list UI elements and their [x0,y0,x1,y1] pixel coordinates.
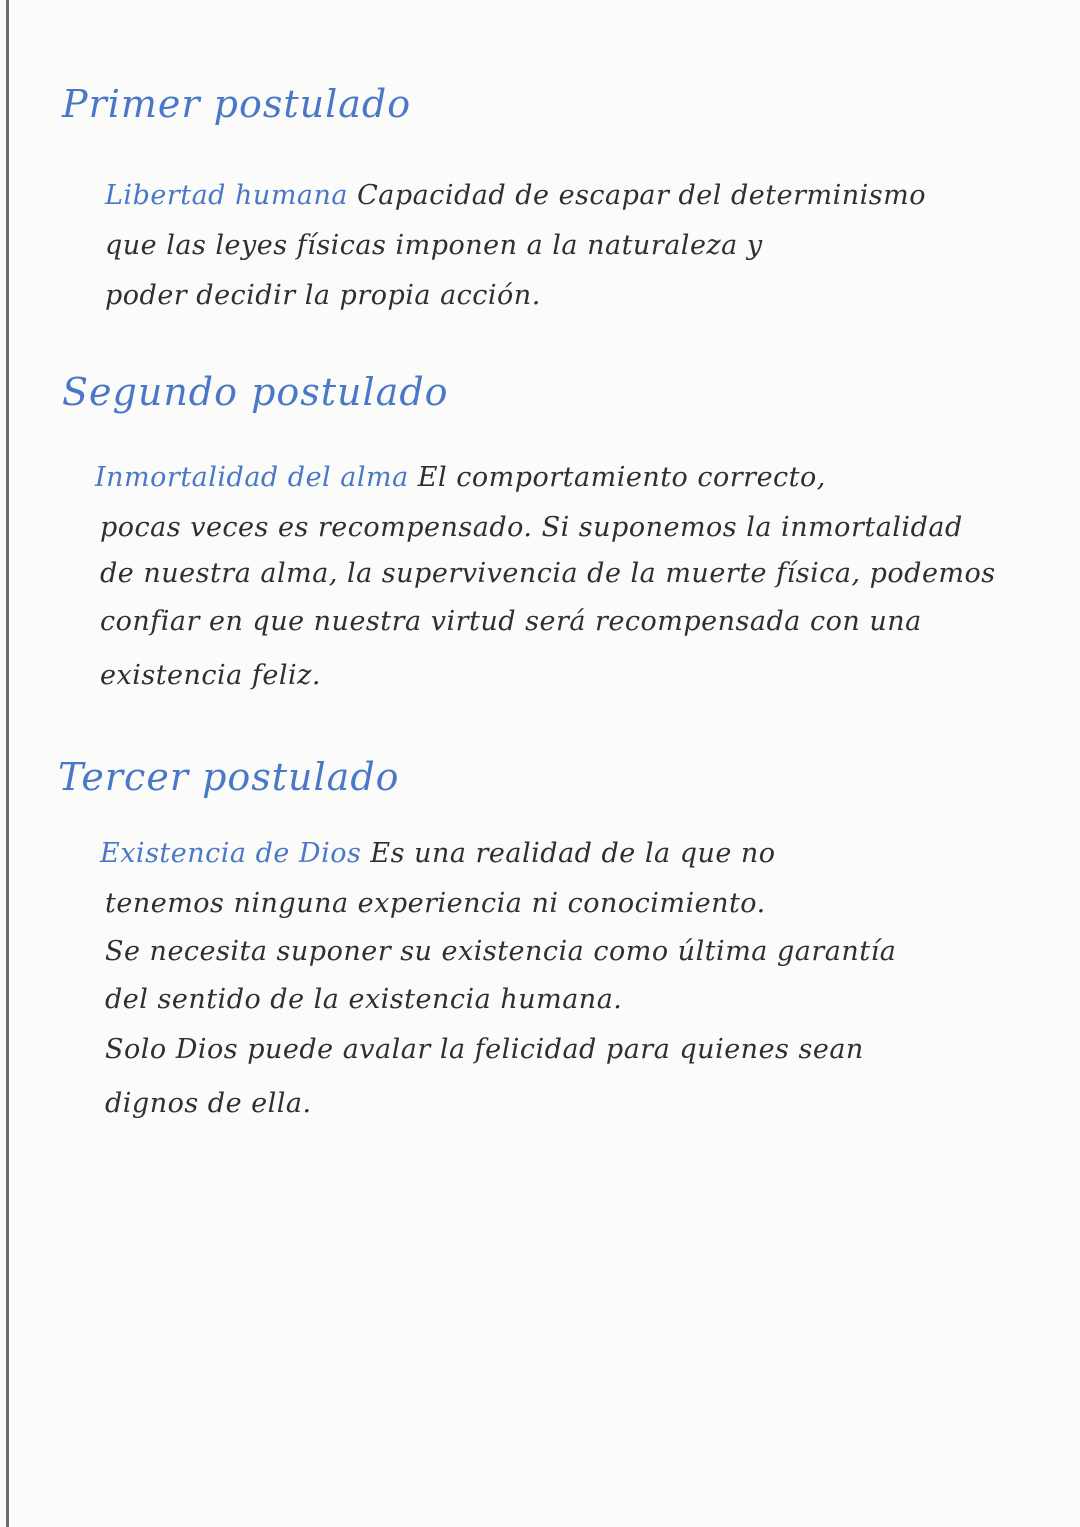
heading-tercer-postulado: Tercer postulado [58,755,400,799]
section-2-line-4: confiar en que nuestra virtud será recompensada con una [100,606,922,637]
section-2-line-1 [95,462,826,493]
section-2-text-1: El comportamiento correcto, [417,462,826,493]
section-2-line-3: de nuestra alma, la supervivencia de la muerte física, podemos [100,558,996,589]
section-3-line-2: tenemos ninguna experiencia ni conocimiento. [105,888,766,919]
page-edge-line [6,0,9,1527]
section-2-line-2: pocas veces es recompensado. Si suponemos la inmortalidad [100,512,963,543]
section-1-text-1: Capacidad de escapar del determinismo [357,180,926,211]
heading-primer-postulado: Primer postulado [62,82,412,126]
section-3-line-1 [100,838,776,869]
heading-segundo-postulado: Segundo postulado [62,370,449,414]
section-3-line-4: del sentido de la existencia humana. [105,984,623,1015]
section-2-line-5: existencia feliz. [100,660,321,691]
section-1-line-2: que las leyes físicas imponen a la naturaleza y [105,230,763,261]
section-3-line-6: dignos de ella. [105,1088,312,1119]
section-3-line-5: Solo Dios puede avalar la felicidad para quienes sean [105,1034,864,1065]
term-inmortalidad-del-alma: Inmortalidad del alma [95,462,409,493]
section-3-line-3: Se necesita suponer su existencia como última garantía [105,936,897,967]
section-3-text-1: Es una realidad de la que no [370,838,776,869]
section-1-line-1 [105,180,926,211]
section-1-line-3: poder decidir la propia acción. [105,280,541,311]
term-libertad-humana: Libertad humana [105,180,349,211]
term-existencia-de-dios: Existencia de Dios [100,838,362,869]
